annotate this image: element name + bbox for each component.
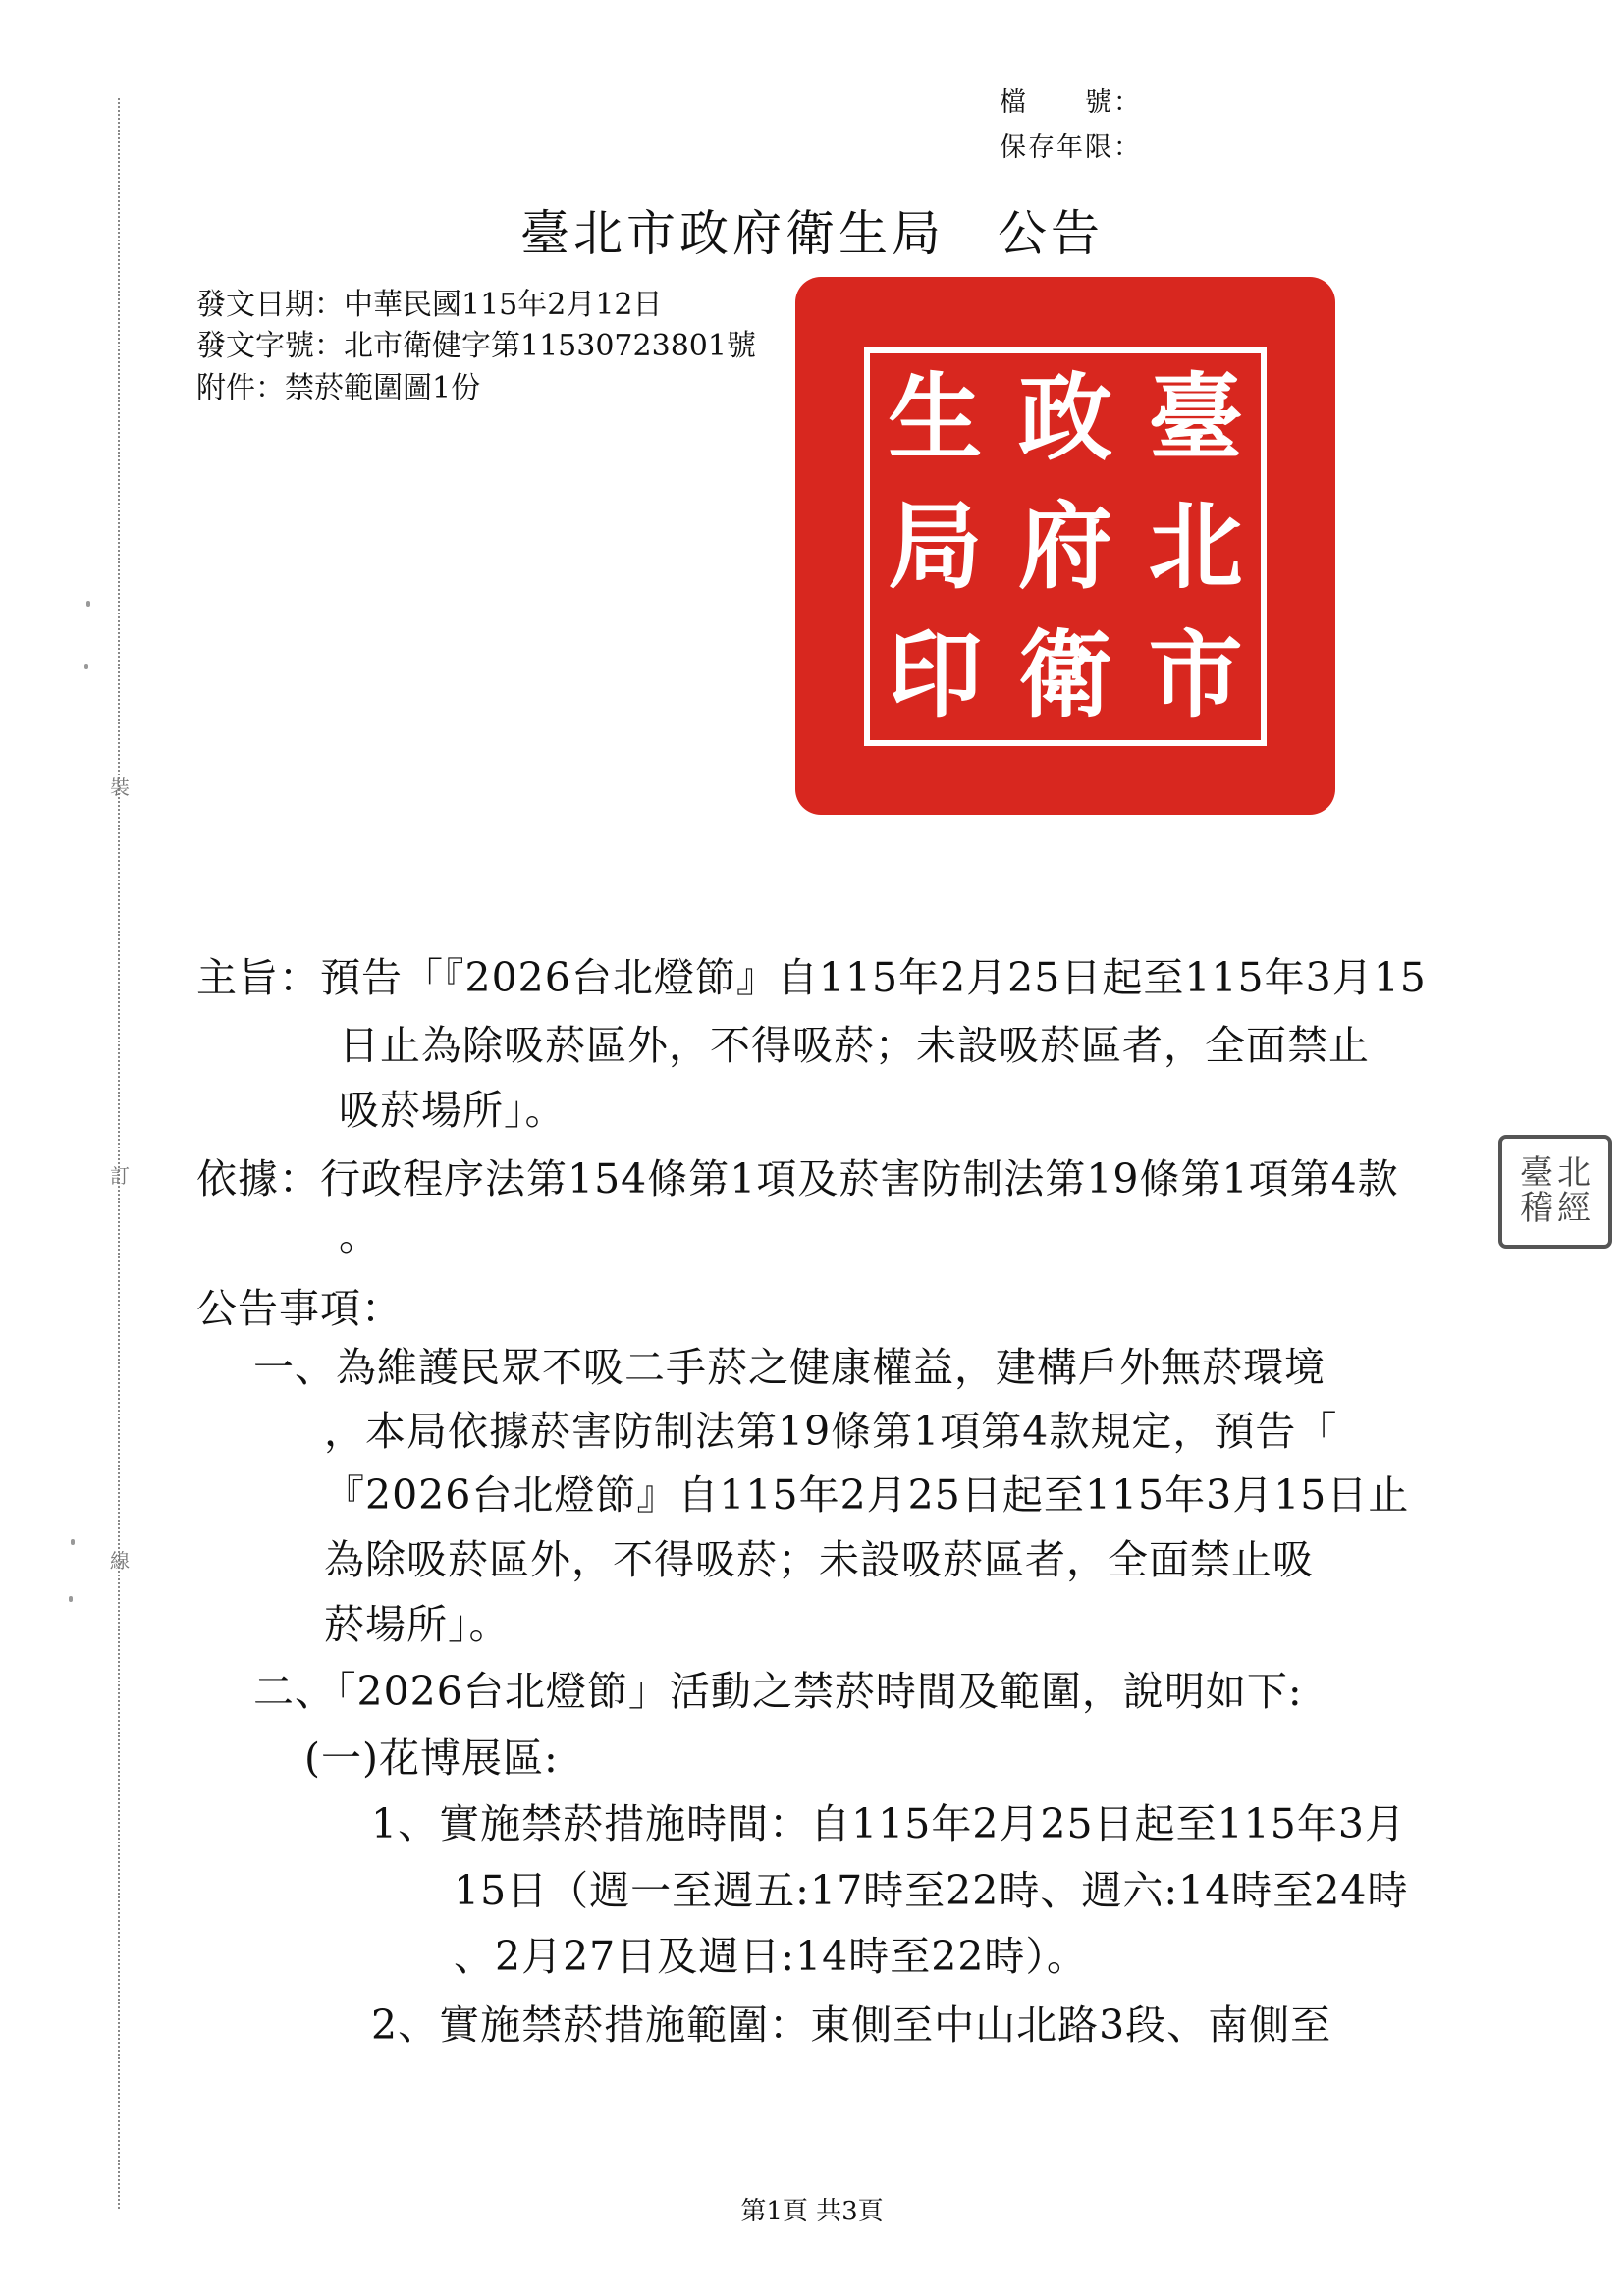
page-number: 第1頁 共3頁 [740,2197,884,2226]
issue-date: 發文日期：中華民國115年2月12日 [196,288,663,322]
item-1-line-3: 『2026台北燈節』自115年2月25日起至115年3月15日止 [324,1471,1410,1519]
point-1-line-2: 15日（週一至週五:17時至22時、週六:14時至24時 [454,1867,1409,1914]
scan-speck [69,1596,73,1602]
point-1-line-1: 1、實施禁菸措施時間：自115年2月25日起至115年3月 [371,1800,1406,1847]
scan-speck [71,1539,75,1545]
item-2: 二、「2026台北燈節」活動之禁菸時間及範圍，說明如下: [253,1668,1303,1715]
item-1-line-5: 菸場所」。 [324,1601,511,1648]
retention-period-label: 保存年限： [1000,133,1142,163]
attachment-note: 附件：禁菸範圍圖1份 [196,371,481,405]
reference-number: 發文字號：北市衛健字第11530723801號 [196,329,756,363]
document-title: 臺北市政府衛生局 公告 [520,205,1104,262]
subject-line-2: 日止為除吸菸區外，不得吸菸；未設吸菸區者，全面禁止 [339,1022,1370,1069]
scan-speck [84,664,88,669]
basis-line-1: 依據：行政程序法第154條第1項及菸害防制法第19條第1項第4款 [196,1155,1399,1202]
binding-line [118,98,120,2209]
notice-heading: 公告事項： [196,1285,403,1332]
seal-frame [864,347,1267,746]
item-1-line-2: ，本局依據菸害防制法第19條第1項第4款規定，預告「 [324,1408,1338,1455]
point-2-line-1: 2、實施禁菸措施範圍：東側至中山北路3段、南側至 [371,2002,1332,2049]
seal-column: 臺 北 市 [1148,361,1243,731]
basis-line-2: 。 [339,1212,380,1259]
seal-column: 生 局 印 [888,361,983,731]
point-1-line-3: 、2月27日及週日:14時至22時）。 [454,1933,1088,1980]
sub-item-1: (一)花博展區: [304,1735,559,1782]
inspection-stamp: 北 經 臺 稽 [1498,1135,1612,1249]
item-1-line-4: 為除吸菸區外，不得吸菸；未設吸菸區者，全面禁止吸 [324,1536,1314,1583]
binding-mark-xian: 線 [110,1549,130,1573]
official-seal [795,277,1335,815]
binding-mark-zhi: 訂 [110,1164,130,1188]
subject-line-3: 吸菸場所」。 [339,1087,567,1134]
binding-mark-ding: 裝 [110,775,130,799]
item-1-line-1: 一、為維護民眾不吸二手菸之健康權益，建構戶外無菸環境 [253,1344,1326,1391]
file-number-label: 檔 號： [1000,87,1142,118]
subject-line-1: 主旨：預告「『2026台北燈節』自115年2月25日起至115年3月15 [196,954,1427,1001]
scan-speck [86,601,90,607]
seal-column: 政 府 衛 [1017,361,1112,731]
